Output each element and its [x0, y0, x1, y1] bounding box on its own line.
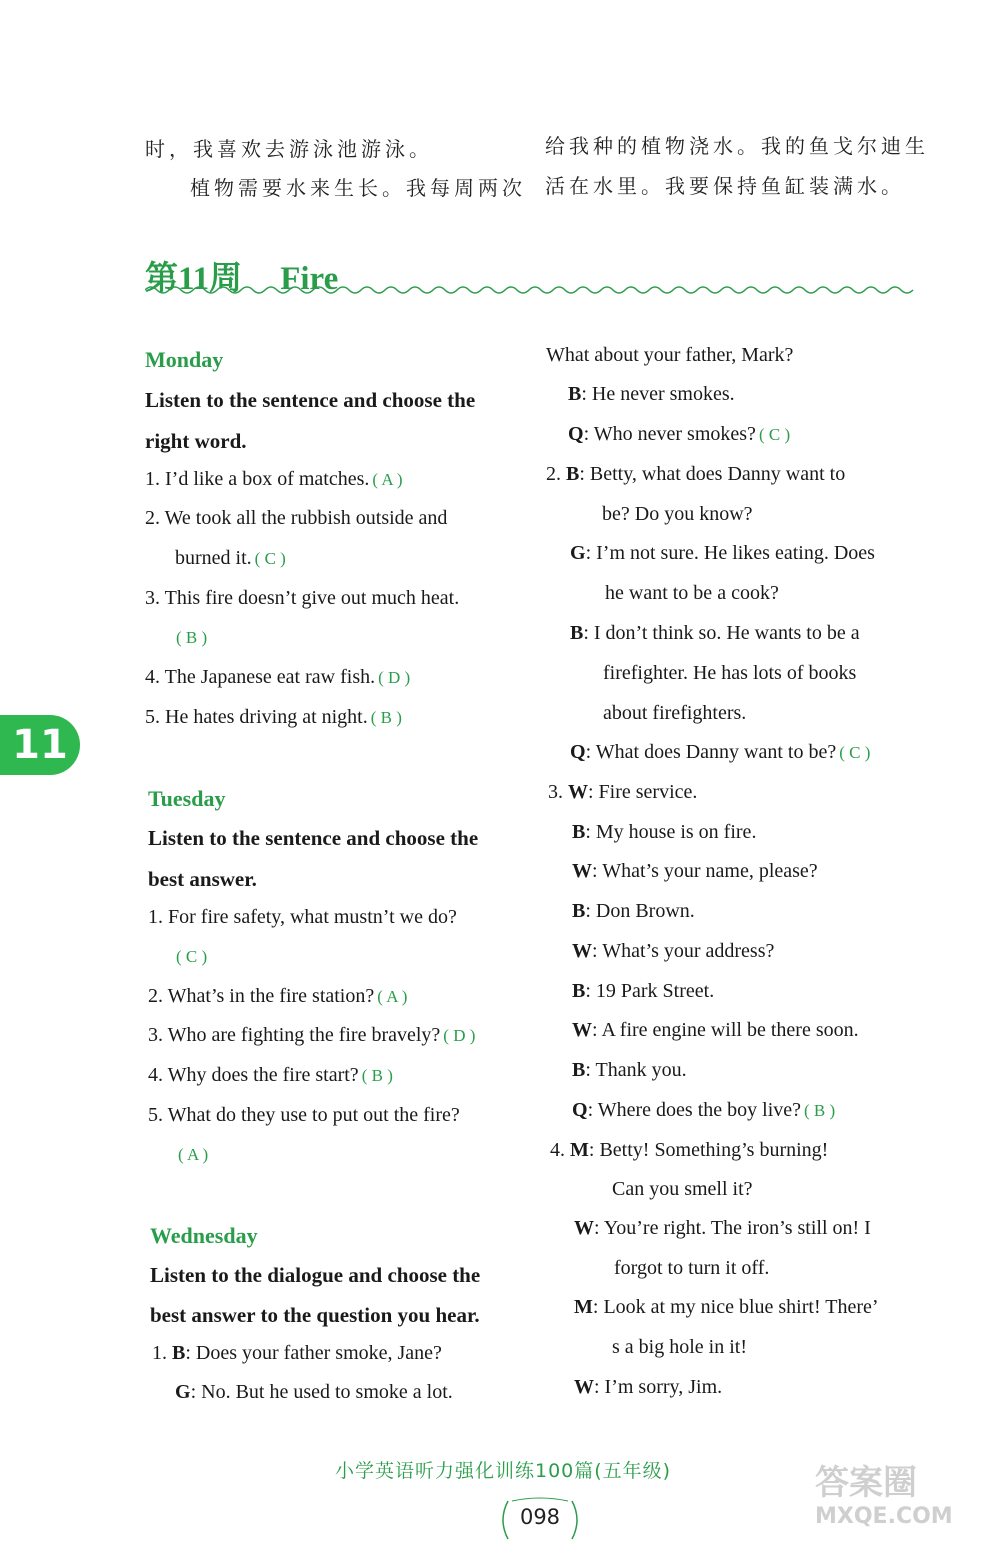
tuesday-q2: 2. What’s in the fire station? ( A ) [148, 985, 408, 1007]
right-line: Q: Where does the boy live? ( B ) [572, 1099, 836, 1121]
tuesday-heading: Tuesday [148, 786, 226, 811]
monday-q4: 4. The Japanese eat raw fish. ( D ) [145, 666, 411, 688]
right-line: B: Thank you. [572, 1059, 687, 1081]
right-line: B: I don’t think so. He wants to be a [570, 622, 860, 644]
answer: ( D ) [443, 1026, 476, 1045]
right-line: be? Do you know? [602, 503, 753, 525]
monday-instruction-line-1: Listen to the sentence and choose the [145, 388, 476, 412]
right-line: firefighter. He has lots of books [603, 662, 857, 684]
answer: ( A ) [377, 987, 408, 1006]
answer: ( C ) [758, 425, 791, 444]
translation-left-line-1: 时，我喜欢去游泳池游泳。 [145, 137, 433, 161]
answer: ( D ) [378, 668, 411, 687]
right-line: 2. B: Betty, what does Danny want to [546, 463, 846, 485]
right-line: B: Don Brown. [572, 900, 695, 922]
right-line: Q: What does Danny want to be? ( C ) [570, 741, 871, 763]
chapter-tab: 11 [0, 715, 80, 775]
right-line: s a big hole in it! [612, 1336, 747, 1358]
page-number: 098 [519, 1505, 561, 1529]
monday-q1: 1. I’d like a box of matches. ( A ) [145, 468, 403, 490]
wednesday-d1-line-1: 1. B: Does your father smoke, Jane? [152, 1342, 442, 1364]
tuesday-q3: 3. Who are fighting the fire bravely? ( D ) [148, 1024, 476, 1046]
right-line: W: You’re right. The iron’s still on! I [574, 1217, 871, 1239]
answer: ( C ) [254, 549, 286, 568]
right-line: about firefighters. [603, 702, 747, 724]
translation-right-line-1: 给我种的植物浇水。我的鱼戈尔迪生 [545, 134, 929, 158]
right-line: forgot to turn it off. [614, 1257, 770, 1279]
monday-q2-line-2: burned it. ( C ) [175, 547, 286, 569]
watermark-domain-text: MXQE.COM [815, 1504, 953, 1529]
right-line: he want to be a cook? [605, 582, 779, 604]
monday-q3: 3. This fire doesn’t give out much heat. [145, 587, 460, 609]
wednesday-instruction-line-2: best answer to the question you hear. [150, 1303, 480, 1327]
wednesday-instruction-line-1: Listen to the dialogue and choose the [150, 1263, 481, 1287]
right-line: W: What’s your address? [572, 940, 775, 962]
wednesday-heading: Wednesday [150, 1223, 258, 1248]
right-line: Can you smell it? [612, 1178, 753, 1200]
tuesday-instruction-line-2: best answer. [148, 867, 257, 891]
monday-instruction-line-2: right word. [145, 429, 247, 453]
right-line: 4. M: Betty! Something’s burning! [550, 1139, 829, 1161]
week-label: 第11周 [145, 261, 243, 297]
tuesday-q4: 4. Why does the fire start? ( B ) [148, 1064, 393, 1086]
right-line: G: I’m not sure. He likes eating. Does [570, 542, 875, 564]
answer: ( C ) [839, 743, 871, 762]
tuesday-a5: ( A ) [178, 1145, 209, 1164]
tuesday-q5: 5. What do they use to put out the fire? [148, 1104, 460, 1126]
monday-q5: 5. He hates driving at night. ( B ) [145, 706, 402, 728]
answer: ( B ) [370, 708, 402, 727]
monday-a3: ( B ) [176, 628, 208, 647]
right-line: W: What’s your name, please? [572, 860, 818, 882]
monday-q2-line-1: 2. We took all the rubbish outside and [145, 507, 448, 529]
right-line: Q: Who never smokes? ( C ) [568, 423, 791, 445]
answer: ( B ) [804, 1101, 836, 1120]
wavy-underline [145, 283, 915, 297]
answer: ( A ) [372, 470, 403, 489]
translation-right-line-2: 活在水里。我要保持鱼缸装满水。 [545, 174, 905, 198]
right-line: B: He never smokes. [568, 383, 735, 405]
right-line: 3. W: Fire service. [548, 781, 698, 803]
wednesday-d1-line-2: G: No. But he used to smoke a lot. [175, 1381, 453, 1403]
tuesday-instruction-line-1: Listen to the sentence and choose the [148, 826, 479, 850]
right-line: What about your father, Mark? [546, 344, 794, 366]
right-line: M: Look at my nice blue shirt! There’ [574, 1296, 879, 1318]
watermark-logo-text: 答案圈 [815, 1463, 917, 1503]
right-line: B: 19 Park Street. [572, 980, 715, 1002]
answer: ( B ) [361, 1066, 393, 1085]
topic-label: Fire [280, 261, 339, 297]
translation-left-line-2: 植物需要水来生长。我每周两次 [190, 176, 526, 200]
right-line: W: A fire engine will be there soon. [572, 1019, 859, 1041]
right-line: W: I’m sorry, Jim. [574, 1376, 723, 1398]
watermark [815, 1455, 953, 1529]
tuesday-q1: 1. For fire safety, what mustn’t we do? [148, 906, 457, 928]
tuesday-a1: ( C ) [176, 947, 208, 966]
right-line: B: My house is on fire. [572, 821, 757, 843]
page-number-badge [490, 1495, 590, 1545]
monday-heading: Monday [145, 347, 224, 372]
book-title: 小学英语听力强化训练100篇(五年级) [335, 1460, 672, 1482]
